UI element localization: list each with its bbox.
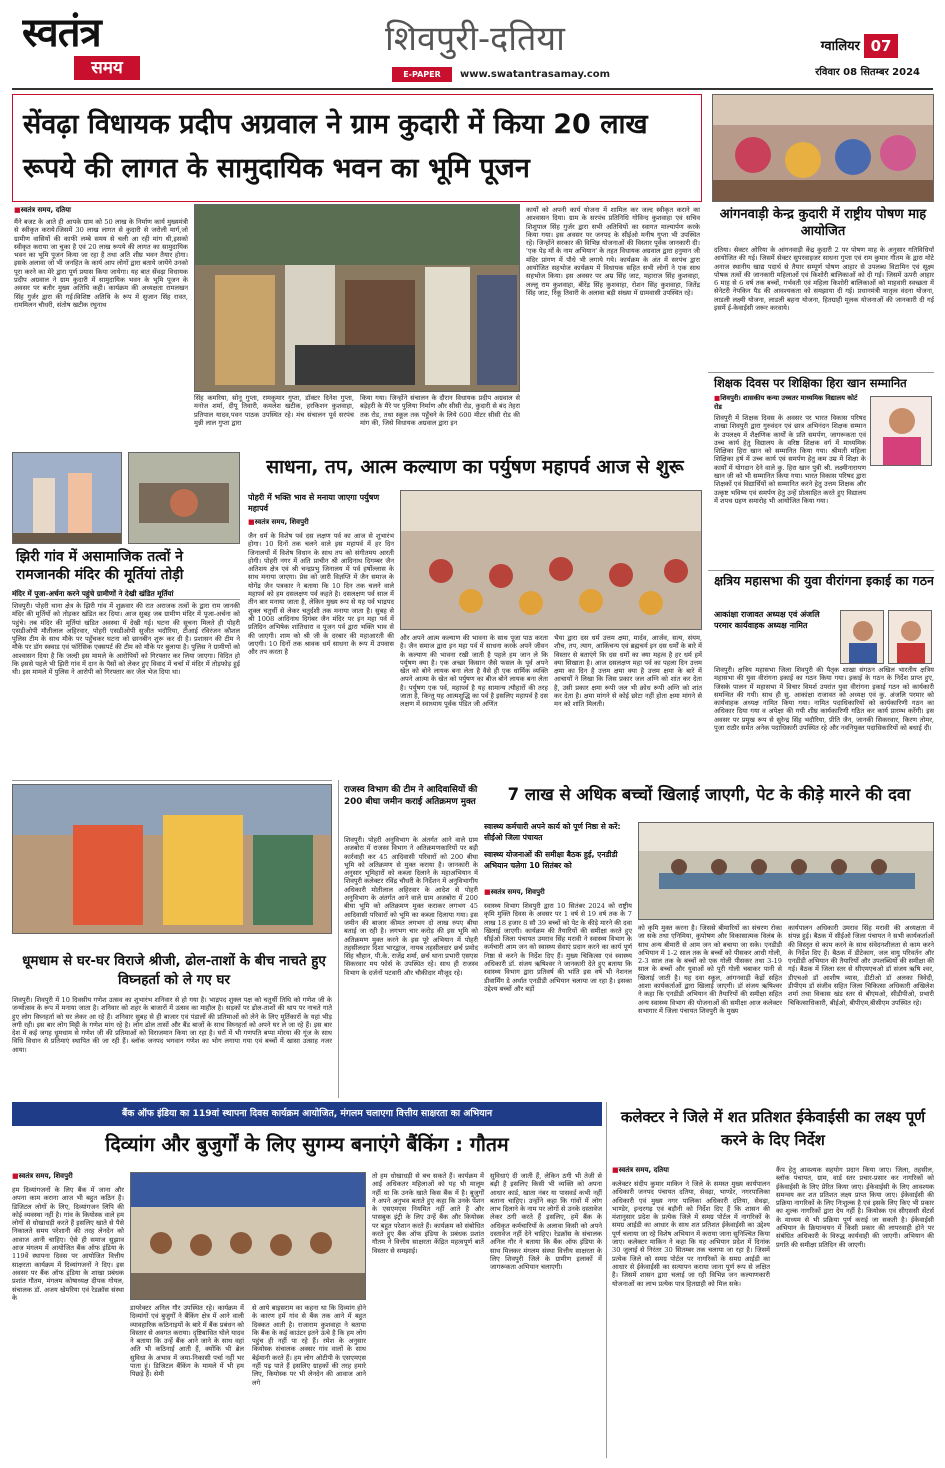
lead-headline: सेंवढ़ा विधायक प्रदीप अग्रवाल ने ग्राम कुदारी में किया 20 लाख रूपये की लागत के सामुदायिक भवन का भूमि पूजन	[23, 109, 648, 184]
jhiri-photo-1	[12, 452, 122, 544]
health-sub2: स्वास्थ्य योजनाओं की समीक्षा बैठक हुई, एनडीडी अभियान चलेगा 10 सितंबर को	[484, 850, 618, 870]
health-story	[484, 780, 934, 1098]
epaper-tag: E-PAPER	[392, 67, 452, 82]
bank-text5: सुविधाएं दी जाती हैं, लेकिन ठगी भी तेजी से बढ़ी है इसलिए किसी भी व्यक्ति को अपना आधार कार्ड, खाता नंबर या पासवर्ड कभी नहीं बताना चाहिए। उन्होंने कहा कि गांवों में लोग लाभ दिलाने के नाम पर लोगों से उनके दस्तावेज लेकर ठगी करते हैं इसलिए, हमें बैंक के अधिकृत कर्मचारियों के अलावा किसी को अपने दस्तावेज नहीं देने चाहिए। रेडक्रॉस के संचालक अनिल गौर ने बताया कि बैंक ऑफ इंडिया के साथ मिलकर मंगलम संस्था वित्तीय साक्षरता के लिए शिवपुरी जिले के ग्रामीण इलाकों में जागरूकता अभियान चलाएगी।	[490, 1172, 602, 1272]
lead-byline: ■ स्वतंत्र समय, दतिया	[14, 206, 184, 215]
lead-photo-image	[195, 205, 520, 392]
paryushan-text1: जैन धर्म के विशेष पर्व दस लक्षण पर्व का आज से शुभारंभ होगा। 10 दिनों तक चलने वाले इस महापर्व में हर दिन जिनालयों में विशेष विधान के साथ तप को संगीतमय आरती होगी। पोहरी नगर में अति प्राचीन श्री आदिनाथ दिगम्बर जैन अतिशय क्षेत्र एवं श्री चन्द्रप्रभु जिनालय में पर्व हर्षोल्लास के साथ मनाया जाएगा। प्रेस को जारी विज्ञप्ति में जैन समाज के योगेंद्र जैन पत्रकार ने बताया कि 10 दिन तक चलने वाले महापर्व को हम दसलक्षण पर्व कहते है। दसलक्षण पर्व साल में तीन बार मनाया जाता है, लेकिन मुख्य रूप से यह पर्व भाद्रपद शुक्ल चतुर्थी से लेकर चतुर्दशी तक मनाया जाता है। सुबह से श्री 1008 आदिनाथ दिगंबर जैन मंदिर पर इन महा पर्व में प्रतिदिन अभिषेक शांतिधारा व पूजन पर्व द्वारा भक्ति भाव से की जाएगी। शाम को श्री जी के दरबार की महाआरती की जाएगी। 10 दिनों तक श्रावक धर्म साधना के रूप में उपवास और तप करता है	[248, 532, 394, 657]
teacher-byline: ■ शिवपुरी। शासकीय कन्या उच्चतर माध्यमिक विद्यालय कोर्ट रोड	[714, 394, 864, 411]
city-name: ग्वालियर	[820, 39, 860, 54]
masthead-rule	[12, 88, 933, 90]
bank-kicker-bar	[12, 1102, 602, 1126]
kshatriya-story	[708, 570, 934, 778]
revenue-story	[338, 780, 478, 1098]
health-text3: कार्यपालन अधिकारी उमराव सिंह मरावी की अध्यक्षता में संपन्न हुई। बैठक में सीईओ जिला पंचायत ने सभी कार्यकर्ताओं की विस्तृत से काम करने के साथ संवेदनशीलता से काम करने के निर्देश दिए हैं। बैठक में डीटेकाग, जल वायु परिवर्तन और एनडीडी अभियान की तैयारियों और उपलब्धियों की समीक्षा की गई। बैठक में जिला स्तर से सीएमएचओ डॉ संजय ऋषि श्वर, डीएचओ डॉ आशीष व्यास, डीटीओ डॉ अलका त्रिवेदी, डीपीएम डॉ संजीव सहित जिला चिकित्सा अधिकारी अखिलेश शर्मा तथा विकास खंड स्तर से बीएमओ, सीडीपीओ, प्रभारी चिकित्साधिकारी, बीईओ, बीपीएम,बीसीएम उपस्थित रहे।	[788, 924, 934, 1007]
health-photo	[638, 822, 934, 920]
paryushan-text3: भैया द्वारा दस धर्म उत्तम क्षमा, मार्दव, आर्जव, सत्य, संयम, शौच, तप, त्याग, आकिंचन्य एवं ब्रह्मचर्य इन दस धर्मों के बारे में विस्तार से बताएंगे कि दस धर्मों का क्या महत्व है हर धर्म हमें क्या सिखाता है। आज दसलक्षण महा पर्व का पहला दिन उत्तम क्षमा का दिन है उत्तम क्षमा क्या है उत्तम क्षमा के बारे में आचार्यों ने लिखा कि जिस प्रकार जल अग्नि को शांत कर देता है, उसी प्रकार क्षमा रूपी जल भी क्रोध रूपी अग्नि को शांत कर देता है। क्षमा मांगने से कोई छोटा नहीं होता क्षमा मांगने से मन को शांति मिलती।	[554, 634, 702, 709]
revenue-text: शिवपुरी। पोहरी अनुविभाग के अंतर्गत आने वाले ग्राम अजबोरा में राजस्व विभाग ने अतिक्रमणकारियों पर बड़ी कार्रवाही कर 45 आदिवासी परिवारों को 200 बीघा भूमि को अतिक्रमण से मुक्त कराया है। जानकारी के अनुसार भूमिहारों को कब्जा दिलाने के महाअभियान में शिवपुरी कलेक्टर रविंद्र चौधरी के निर्देशन में अनुविभागीय अधिकारी मोतीलाल अहिरवार के आदेश से पोहरी अनुविभाग के अंतर्गत आने वाले ग्राम अजबोरा में 200 बीघा भूमि को अतिक्रमण मुक्त कराकर लगभग 45 आदिवासी परिवारों को भूमि का कब्जा दिलाया गया। इस जमीन की बाजार कीमत लगभग दो लाख रुपए बीघा बताई जा रही है। लगभग चार करोड़ की इस भूमि को अतिक्रमण मुक्त करने के इस पूरे अभियान में पोहरी तहसीलदार दिशा भारद्वाज, नायब तहसीलदार छर्च प्रमोद सिंह चौहान, पी.के. राजेंद्र शर्मा, छर्च थाना प्रभारी एसएस सिकरवार मय फोर्स के उपस्थित रहे। साथ ही राजस्व विभाग के दर्जनों पटवारी और चौकीदार मौजूद रहे।	[344, 836, 478, 977]
shriji-photo	[12, 784, 332, 934]
anganwadi-text: दतिया। सेक्टर ओरिया के आंगनवाड़ी केंद्र कुदारी 2 पर पोषण माह के अनुसार गतिविधियाँ आयोजित की गई। जिसमें सेक्टर सुपरवाइजर साधना गुप्ता एवं राम कुमार गौतम के द्वारा मोटे अनाज स्थानीय खाद्य पदार्थ से तैयार सम्पूर्ण पोषण आहार से उपलब्ध विटामिन एवं सूक्ष्म पोषक तत्वों की जानकारी महिलाओं एवं किशोरी बालिकाओं को दी गई। जिसमें ऊपरी आहार 6 माह से 6 वर्ष तक बच्चों, गर्भवती एवं महिला किशोरी बालिकाओं को माहवारी स्वच्छता में सेनेटरी नेपकिन पैड की आवश्यकता को समझाया दी गई। प्रधानमंत्री मातृत्व वंदना योजना, लाडली लक्ष्मी योजना, लाडली बहना योजना, हितग्राही मूलक योजनाओं की जानकारी दी गई इसमें ई-केवाईसी जरूर करवाये।	[714, 246, 934, 313]
logo-top: स्वतंत्र	[22, 10, 101, 56]
anganwadi-photo	[712, 94, 934, 202]
bank-headline: दिव्यांग और बुजुर्गों के लिए सुगम्य बनाएंगे बैंकिंग : गौतम	[105, 1133, 509, 1156]
section-title: शिवपुरी-दतिया	[385, 19, 565, 59]
revenue-headline: राजस्व विभाग की टीम ने आदिवासियों की 200 बीघा जमीन कराई अतिक्रमण मुक्त	[344, 785, 478, 807]
ekyc-text1: कलेक्टर संदीप कुमार माकिन ने जिले के समस्त मुख्य कार्यपालन अधिकारी जनपद पंचायत दतिया, सेवढ़ा, भाण्डेर, नगरपालिका अधिकारी एवं मुख्य नगर पालिका अधिकारी दतिया, सेवढ़ा, भाण्डेर, इन्दरगढ़ एवं बड़ौनी को निर्देश दिए हैं कि शासन की मंशानुसार प्रदेश के प्रत्येक जिले में समग्र पोर्टल में नागरिकों के समग्र आईडी का आधार के साथ शत प्रतिशत ईकेवाईसी का उद्देश्य पूर्ण चलाया जा रहे विशेष अभियान में कराया जाना सुनिश्चित किया जाए। कलेक्टर माकिन ने कहा कि यह अभियान प्रदेश में दिनांक 30 जुलाई से निरंतर 30 सितम्बर तक चलाया जा रहा है। जिसमें प्रत्येक जिले को समग्र पोर्टल पर नागरिकों के समग्र आईडी का आधार से ईकेवाईसी का सत्यापन कराया जाना पूर्ण रूप से लक्षित है। जिसमें शासन द्वारा चलाई जा रही विभिन्न जन कल्याणकारी योजनाओं का लाभ प्रत्येक पात्र हितग्राही को मिल सके।	[612, 1180, 770, 1288]
bank-text4: तो हम धोखाधड़ी से बच सकते हैं। कार्यक्रम में आईं अधिकतर महिलाओं को यह भी मालूम नहीं था कि उनके खाते किस बैंक में है। बुजुर्गों ने अपने अनुभव बताते हुए कहा कि उनके पेंशन के एसएमएस नियमित नहीं आते है और पासबुक इंट्री के लिए उन्हें बैंक और कियोस्क पर बहुत परेशान करते हैं। कार्यक्रम को संबोधित करते हुए बैंक ऑफ इंडिया के प्रबंधक प्रशांत गौतम ने वित्तीय साक्षरता केंद्रित महत्वपूर्ण बातें विस्तार से समझाई।	[372, 1172, 484, 1255]
teacher-photo	[870, 396, 932, 466]
paryushan-text2: और अपने आत्म कल्याण की भावना के साथ पूजा पाठ करता है। जैन समाज द्वारा इन महा पर्व में साधना करके अपने जीवन के कल्याण की भावना रखी जाती है पहले हम जान ले कि पर्युषण क्या है। एक अच्छा किसान जैसे फसल के पूर्व अपने खेत को बोने लायक बना लेता है वैसे ही एक धार्मिक व्यक्ति अपने आत्मा के खेत को पर्युषण का बीज बोने लायक बना लेता है। पर्युषण एक पर्व, महापर्व है यह सामान्य त्यौहारों की तरह जाता है, किन्तु यह आत्मशुद्धि का पर्व है इसलिए महापर्व है दस लक्षण में स्वाध्याय पूर्वक पंडित जी अणिंत	[400, 634, 548, 709]
paryushan-subhead: पोहरी में भक्ति भाव से मनाया जाएगा पर्युषण महापर्व	[248, 493, 380, 513]
health-text1: स्वास्थ्य विभाग शिवपुरी द्वारा 10 सितंबर 2024 को राष्ट्रीय कृमि मुक्ति दिवस के अवसर पर 1 वर्ष से 19 वर्ष तक के 7 लाख 18 हजार 8 सौ 39 बच्चों को पेट के कीड़े मारने की दवा खिलाई जाएगी। कार्यक्रम की तैयारियों की समीक्षा करते हुए सीईओ जिला पंचायत उमराव सिंह मरावी ने स्वास्थ्य विभाग के कर्मचारी आम जन को स्वास्थ्य सेवाएं प्रदान करने का कार्य पूर्ण निष्ठा से करने के निर्देश दिए हैं। मुख्य चिकित्सा एवं स्वास्थ्य अधिकारी डॉ. संजय ऋषिश्वर ने जानकारी देते हुए बताया कि स्वास्थ्य विभाग द्वारा प्रतिवर्ष की भांति इस वर्ष भी नेशनल डीवार्मिंग डे अर्थात एनडीडी अभियान चलाया जा रहा है। इसका उद्देश्य बच्चों और बड़ों	[484, 902, 632, 993]
paryushan-story	[246, 452, 702, 778]
kshatriya-subhead: आकांक्षा राजावत अध्यक्ष एवं अंजलि परमार कार्यवाहक अध्यक्ष नामित	[714, 610, 820, 630]
shriji-story	[12, 780, 332, 1098]
health-sub1: स्वास्थ्य कर्मचारी अपने कार्य को पूर्ण निष्ठा से करें: सीईओ जिला पंचायत	[484, 822, 621, 842]
health-headline: 7 लाख से अधिक बच्चों खिलाई जाएगी, पेट के कीड़े मारने की दवा	[507, 785, 911, 804]
paryushan-photo	[400, 490, 702, 630]
jhiri-subhead: मंदिर में पूजा-अर्चना करने पहुंचे ग्रामीणों ने देखी खंडित मूर्तियां	[12, 588, 240, 600]
lead-col1: मैंने बजट के आते ही आपके ग्राम को 50 लाख के निर्माण कार्य मुख्यमंत्री से स्वीकृत कराये।जिसमें 30 लाख लागत से कुदारी से जरोली मार्ग,जो ग्रामीण वासियों की काफी लम्बे समय से चली आ रही मांग थी,इसको स्वीकृत कराया जा चुका है एवं 20 लाख रूपये की लागत का सामुदायिक भवन का भूमि पूजन किया जा रहा है तथा अति शीघ्र भवन तैयार होगा। इसके अलावा जो भी जनहित के कार्य आप लोगों द्वारा बताये जायेंगे उनको पूरा करने का मेरे द्वारा पूर्ण प्रयास किया जायेगा। यह बात सेंवढ़ा विधायक प्रदीप अग्रवाल ने ग्राम कुदारी में सामुदायिक भवन के भूमि पूजन के अवसर पर बतौर मुख्य अतिथि कही। कार्यक्रम की अध्यक्षता रामलखन सिंह गुर्जर द्वारा की गई।विशिष्ट अतिथि के रूप में सुजान सिंह रावत, राममिलन चौधरी, संतोष खटीक रघुनाथ	[14, 218, 188, 309]
health-text2: को कृमि मुक्त करना है। जिससे बीमारियों का संचरण रोका जा सके तथा एनिमिया, कुपोषण और विकासात्मक विलंब के साथ अन्य बीमारी से आम जन को बचाया जा सके। एनडीडी अभियान में 1-2 साल तक के बच्चों को पीसकर आधी गोली, 2-3 साल तक के बच्चों को एक गोली पीसकर तथा 3-19 साल के बच्चों और युवाओं को पूरी गोली चबाकर पानी से खिलाई जाती है। यह दवा स्कूल, आंगनवाड़ी केंद्रों सहित आशा कार्यकर्ताओं द्वारा खिलाई जाएगी। डॉ संजय ऋषिश्वर ने कहा कि एनडीडी अभियान की तैयारियों की समीक्षा सहित अन्य स्वास्थ्य विभाग की योजनाओं की समीक्षा आज कलेक्टर सभागार में जिला पंचायत शिवपुरी के मुख्य	[638, 924, 782, 1015]
website[interactable]: www.swatantrasamay.com	[460, 69, 611, 80]
shriji-headline: धूमधाम से घर-घर विराजे श्रीजी, ढोल-ताशों के बीच नाचते हुए विघ्नहर्ता को ले गए घर	[22, 953, 326, 988]
bank-photo	[130, 1172, 366, 1300]
logo-bottom: समय	[74, 56, 140, 80]
lead-photo	[194, 204, 520, 392]
lead-headline-box	[12, 94, 702, 202]
kshatriya-text: शिवपुरी। क्षत्रिय महासभा जिला शिवपुरी की पैतृक शाखा संगठन अखिल भारतीय क्षत्रिय महासभा की युवा वीरांगना इकाई का गठन किया गया। इकाई के गठन के निर्देश प्राप्त हुए, जिसके पालन में महासभा में विचार विमर्श उपरांत युवा वीरांगना इकाई गठन को कार्यकारी समन्वित की गयी। साथ ही सु. आकांक्षा राजावत को अध्यक्ष एवं कु. अंजलि परमार को कार्यवाहक अध्यक्ष नामित किया गया। नामित पदाधिकारियों को कार्यकारिणी गठन का अधिकार दिया गया व अपेक्षा की गयी शीघ्र कार्यकारिणी गठित कर कार्य प्रारम्भ करेंगी। इस अवसर पर प्रमुख रूप से सुरेन्द्र सिंह भदौरिया, प्रीति जैन, जानकी सिकरवार, किरण तोमर, पूजा राठौर समेत अनेक पदाधिकारी उपस्थित रहे और नवनियुक्त पदाधिकारियों को बधाई दी।	[714, 666, 934, 733]
shriji-text: शिवपुरी। शिवपुरी में 10 दिवसीय गणेश उत्सव का शुभारंभ शनिवार से हो गया है। भाद्रपद शुक्ल पक्ष को चतुर्थी तिथि को गणेश जी के जन्मोत्सव के रूप में मनाया जाता है। शनिवार को शहर के बाजारों में उत्सव का माहौल है। सड़कों पर ढोल-ताशों की थाप पर नाचते गाते हुए लोग विघ्नहर्ता को घर लेकर आ रहे हैं। शनिवार सुबह से ही बाजार एवं पंडालों की प्रतिमाओं को लेने के लिए मूर्तिकारों के यहां भीड़ लगी रही। इस बार लोग मिट्टी के गणेश मांग रहे है। लोग ढोल तासों और बैंड बाजों के साथ विघ्नहर्ता को अपने घर ले जा रहे हैं। इस बार देश में कई जगह धूमधाम से गणेश जी की प्रतिमाओं को विराजमान किया जा रहा है। घरों में भी गणपति बप्पा मोरया की गूंज के साथ विधि विधान से प्रतिमाएं स्थापित की जा रही हैं। ब्लॉक जनपद भगवान गणेश का भोग लगाया गया एवं बच्चों में खासा उत्साह नजर आया।	[12, 996, 332, 1054]
kshatriya-headline: क्षत्रिय महासभा की युवा वीरांगना इकाई का गठन	[714, 573, 934, 588]
teacher-story	[708, 372, 934, 568]
jhiri-story	[12, 452, 240, 778]
kshatriya-photo-1	[840, 610, 884, 664]
jhiri-headline: झिरी गांव में असामाजिक तत्वों ने रामजानकी मंदिर की मूर्तियां तोड़ी	[16, 549, 184, 583]
lead-col4: कार्यों को अपनी कार्य योजना में शामिल कर जल्द स्वीकृत कराने का आश्वासन दिया। ग्राम के सरपंच प्रतिनिधि गोविन्द कुशवाहा एवं सचिव शिशुपाल सिंह गुर्जर द्वारा सभी अतिथियों का स्वागत माल्यार्पण करके किया गया। इस अवसर पर जनपद के सीईओ मनीष गुप्ता भी उपस्थित रहे। जिन्होंने सरकार की विभिन्न योजनाओं की विस्तार पूर्वक जानकारी दी। 'एक पेड़ माँ के नाम अभियान' के तहत विधायक अग्रवाल द्वारा हनुमान जी मंदिर प्रांगण में पौधे भी लगाये गये। कार्यक्रम के अंत में सरपंच द्वारा आयोजित सहभोज कार्यक्रम में विधायक सहित सभी लोगों ने एक साथ सहभोज किया। इस अवसर पर अम्र सिंह जाट, महाराज सिंह कुशवाहा, लल्लू राम कुशवाहा, बीरेंद्र सिंह कुशवाहा, रोशन सिंह कुशवाहा, जितेंद्र सिंह जाट, रिंकू तिवारी के अलावा बड़ी संख्या में ग्रामवासी उपस्थित रहे।	[526, 206, 700, 297]
teacher-headline: शिक्षक दिवस पर शिक्षिका हिरा खान सम्मानित	[714, 376, 907, 390]
bank-story	[12, 1102, 602, 1458]
bank-text3: से आये बाइसराम का कहना था कि दिव्यांग होने के कारण हमें गांव से बैंक तक आने में बहुत दिक्कत आती है। राजाराम कुशवाहा ने बताया कि बैंक के कई काउंटर इतने ऊंचे है कि हम लोग पहुंच ही नहीं पा रहे हैं। रमेश के अनुसार कियोस्क संचालक अक्सर गांव वालों के साथ बेईमानी करते हैं। हम लोग ओटीपी के एसएमएस नहीं पढ़ पाते हैं इसलिए ग्राहकों की तरह हमारे लिए, कियोस्क पर भी लेनदेन की आवाज आने लगे	[252, 1304, 366, 1387]
newspaper-logo[interactable]	[22, 10, 162, 80]
anganwadi-headline: आंगनवाड़ी केन्द्र कुदारी में राष्ट्रीय पोषण माह आयोजित	[719, 207, 927, 239]
teacher-text: शिवपुरी में शिक्षक दिवस के अवसर पर भारत विकास परिषद शाखा शिवपुरी द्वारा गुरुवंदन एवं छात्र अभिनंदन शिक्षक सम्मान के उपलक्ष्य में शैक्षणिक कार्यों के प्रति समर्पण, जागरूकता एवं उच्च कार्य हेतु विद्यालय के वरिष्ठ शिक्षक वर्ग में माध्यमिक शिक्षिका हिरा खान को सम्मानित किया गया। श्रीमती महिला शिक्षिका हर्ष में उच्च कार्य एवं समर्पण हेतु कम उम्र में शिक्षा के कार्यों में योगदान देने वाले कु. हिरा खान पुत्री श्री. लक्ष्मीनारायण खान जी को भी सम्मानित किया गया। भारत विकास परिषद द्वारा शिक्षकों एवं विद्यार्थियों को सम्मानित करने हेतु उत्तम शिक्षक और उत्कृष्ट भविष्य एवं समर्पण हेतु उन्हें प्रोत्साहित करते हुए विद्यालय में शपथ ग्रहण समारोह भी आयोजित किया गया।	[714, 414, 866, 505]
bank-text1: हम दिव्यांगजनों के लिए बैंक में जाना और अपना काम कराना आज भी बहुत कठिन है। डिजिटल लोगों के लिए, दिव्यांगजन लिपि की कोई व्यवस्था नहीं है। गांव के कियोस्क वाले हम लोगों से धोखाधड़ी करते हैं इसलिए खाते से पैसे निकालते समय परेशानी की तरह लेनदेन को आवाज आनी चाहिए। ऐसे ही समाज सुझाव आज मंगलम में आयोजित बैंक ऑफ इंडिया के 119वें स्थापना दिवस पर आयोजित वित्तीय साक्षरता कार्यक्रम में दिव्यांगजनों ने दिए। इस अवसर पर बैंक ऑफ इंडिया के शाखा प्रबंधक प्रशांत गौतम, मंगलम कोषाध्यक्ष दीपक गोयल, संचालक डॉ. अजय खेमरिया एवं रेडक्रॉस संस्था के	[12, 1186, 124, 1302]
bank-text2: डायरेक्टर अनिल गौर उपस्थित रहे। कार्यक्रम में दिव्यांगों एवं बुजुर्गों ने बैंकिंग क्षेत्र में आने वाली व्यावहारिक कठिनाइयों के बारे में बैंक प्रबंधन को विस्तार से अवगत कराया। दृष्टिबाधित घोले यादव ने बताया कि उन्हें बैंक आने जाने के साथ वहां अति भी कठिनाई आती हैं, क्योंकि भी ब्रेल सुविधा के अभाव में जमा-निकासी पर्चा नहीं भर पाता हूं। डिजिटल बैंकिंग के मामले में भी हम पिछड़े हैं। सेमी	[130, 1304, 244, 1379]
paryushan-byline: ■ स्वतंत्र समय, शिवपुरी	[248, 518, 394, 527]
bank-byline: ■ स्वतंत्र समय, शिवपुरी	[12, 1172, 122, 1181]
issue-date: रविवार 08 सितम्बर 2024	[815, 67, 920, 78]
ekyc-story	[606, 1102, 934, 1458]
ekyc-byline: ■ स्वतंत्र समय, दतिया	[612, 1166, 772, 1175]
page-number: 07	[864, 34, 898, 58]
masthead	[0, 0, 945, 92]
anganwadi-story	[708, 94, 934, 370]
ekyc-text2: कैंप हेतु आवश्यक सहयोग प्रदान किया जाए। जिला, तहसील, ब्लॉक पंचायत, ग्राम, वार्ड स्तर प्रचार-प्रसार कर नागरिकों को ईकेवाईसी के लिए प्रेरित किया जाए। ईकेवाईसी के लिए आवश्यक समन्वय कर शत प्रतिशत लक्ष्य प्राप्त किया जाए। ईकेवाईसी की प्रक्रिया नागरिकों के लिए निःशुल्क है एवं इसके लिए किए भी प्रकार का शुल्क नागरिकों द्वारा देय नहीं है। कियोस्क एवं सीएससी सेंटर्स के माध्यम से भी प्रक्रिया पूर्ण कराई जा सकती है। ईकेवाईसी अभियान के क्रियान्वयन में किसी प्रकार की लापरवाही होने पर संबंधित अधिकारी के विरुद्ध कार्यवाही की जाएगी। अभियान की प्रगति की समीक्षा प्रतिदिन की जाएगी।	[776, 1166, 934, 1249]
paryushan-headline: साधना, तप, आत्म कल्याण का पर्युषण महापर्व आज से शुरू	[266, 456, 684, 478]
health-byline: ■ स्वतंत्र समय, शिवपुरी	[484, 888, 632, 897]
jhiri-photo-2	[128, 452, 240, 544]
lead-col2: सिंह कमरिया, सोनू गुप्ता, रामकुमार गुप्ता, डॉक्टर दिनेश गुप्ता, मनोज शर्मा, दीपू तिवारी, कमलेश खटीक, हरकिशन कुशवाहा, प्रतिपाल यादव,पवन पाठक उपस्थित रहे। मंच संचालन पूर्व सरपंच मुन्नी लाल गुप्ता द्वारा	[194, 394, 354, 427]
jhiri-text: शिवपुरी। पोहरी थाना क्षेत्र के झिरी गांव में शुक्रवार की रात अराजक तत्वों के द्वारा राम जानकी मंदिर की मूर्तियों को तोड़कर खंडित कर दिया। आज सुबह जब ग्रामीण मंदिर में पूजा-अर्चना को पहुंचे। तब मंदिर की मूर्तियां खंडित अवस्था में देखी गई। घटना की सूचना मिलते ही पोहरी एसडीओपी मौतीलाल अहिरवार, पोहरी एसडीओपी सुजीत भदौरिया, टीआई रविरंजन कौशल पुलिस टीम के साथ मौके पर पहुँचकर घटना को छानबीन शुरू कर दी है। प्रशासन की टीम ने मौके पर डॉग स्क्वाड एवं फॉरेंसिक एक्सपर्ट की टीम को मौके पर बुलाया है। पुलिस ने ग्रामीणों को आश्वासन दिया है कि जल्दी इस मामले के आरोपियों को गिरफ्तार कर लिया जाएगा। विदित हो कि इससे पहले भी झिरी गांव में दान के पैसों को लेकर हुए विवाद में चर्चा में मंदिर में तोड़फोड़ हुई थी। इस मामले में पुलिस ने आरोपी को गिरफ्तार कर जेल भेज दिया था।	[12, 602, 240, 677]
ekyc-headline: कलेक्टर ने जिले में शत प्रतिशत ईकेवाईसी का लक्ष्य पूर्ण करने के दिए निर्देश	[620, 1108, 926, 1149]
bank-kicker: बैंक ऑफ इंडिया का 119वां स्थापना दिवस कार्यक्रम आयोजित, मंगलम चलाएगा वित्तीय साक्षरता का अभियान	[121, 1108, 493, 1119]
kshatriya-photo-2	[888, 610, 932, 664]
lead-story	[12, 94, 702, 448]
lead-col3: किया गया। जिन्होंने संचालन के दौरान विधायक प्रदीप अग्रवाल से बड़ेहरी के मैरे पर पुलिया निर्माण और सीसी रोड, कुदारी से बंद तेहरा तक रोड, तथा स्कूल तक पहुँचने के लिये 600 मीटर सीसी रोड की मांग की, जिसे विधायक अग्रवाल द्वारा इन	[360, 394, 520, 427]
